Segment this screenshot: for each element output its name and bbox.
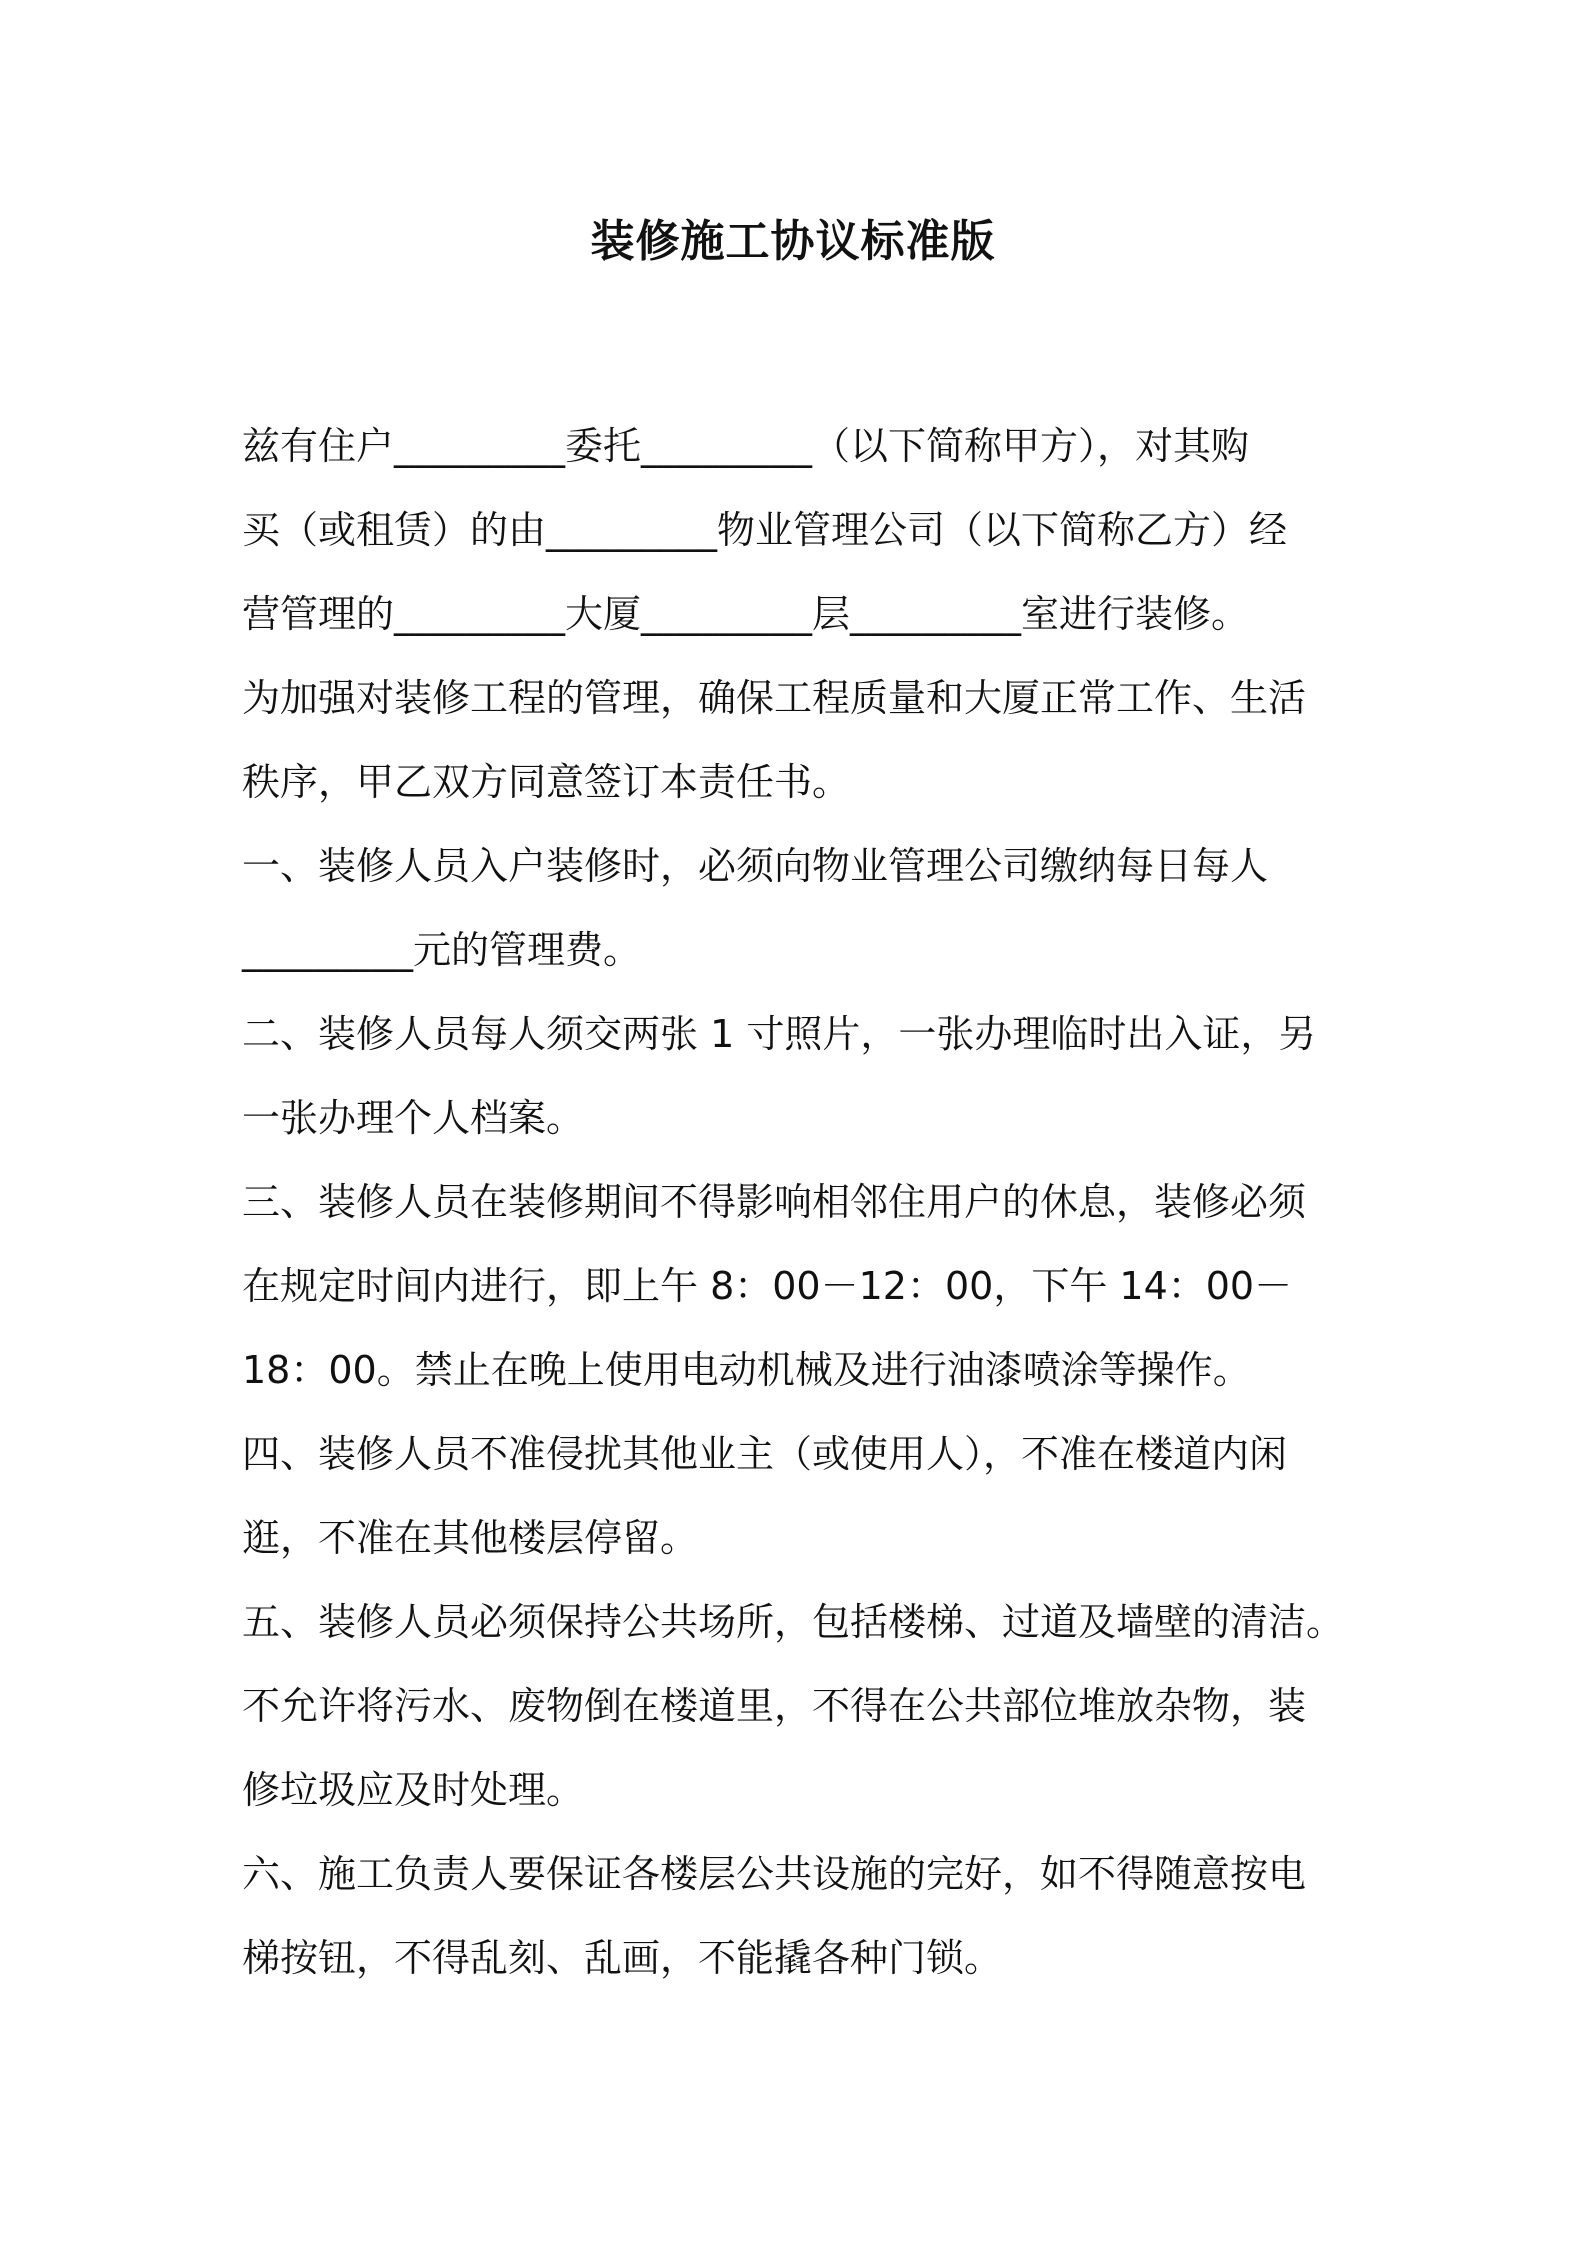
text-line: 梯按钮，不得乱刻、乱画，不能撬各种门锁。 [242, 1936, 1003, 1980]
clause-6: 六、施工负责人要保证各楼层公共设施的完好，如不得随意按电 [242, 1852, 1307, 1896]
text-line: 秩序，甲乙双方同意签订本责任书。 [242, 760, 851, 804]
text-line: 兹有住户_________委托_________（以下简称甲方），对其购 [242, 424, 1250, 468]
text-line: 买（或租赁）的由_________物业管理公司（以下简称乙方）经 [242, 508, 1288, 552]
clause-2: 二、装修人员每人须交两张 1 寸照片，一张办理临时出入证，另 [242, 1012, 1317, 1056]
text-line: 在规定时间内进行，即上午 8：00－12：00，下午 14：00－ [242, 1264, 1293, 1308]
text-line: 逛，不准在其他楼层停留。 [242, 1516, 699, 1560]
text-line: _________元的管理费。 [242, 928, 642, 972]
text-line: 一张办理个人档案。 [242, 1096, 585, 1140]
text-line: 不允许将污水、废物倒在楼道里，不得在公共部位堆放杂物，装 [242, 1684, 1307, 1728]
text-line: 为加强对装修工程的管理，确保工程质量和大厦正常工作、生活 [242, 676, 1307, 720]
clause-1: 一、装修人员入户装修时，必须向物业管理公司缴纳每日每人 [242, 844, 1269, 888]
text-line: 修垃圾应及时处理。 [242, 1768, 585, 1812]
document-body [242, 404, 1362, 2000]
clause-4: 四、装修人员不准侵扰其他业主（或使用人），不准在楼道内闲 [242, 1432, 1288, 1476]
text-line: 营管理的_________大厦_________层_________室进行装修。 [242, 592, 1250, 636]
clause-5: 五、装修人员必须保持公共场所，包括楼梯、过道及墙壁的清洁。 [242, 1600, 1345, 1644]
document-title: 装修施工协议标准版 [590, 216, 996, 267]
text-line: 18：00。禁止在晚上使用电动机械及进行油漆喷涂等操作。 [242, 1348, 1251, 1392]
clause-3: 三、装修人员在装修期间不得影响相邻住用户的休息，装修必须 [242, 1180, 1307, 1224]
